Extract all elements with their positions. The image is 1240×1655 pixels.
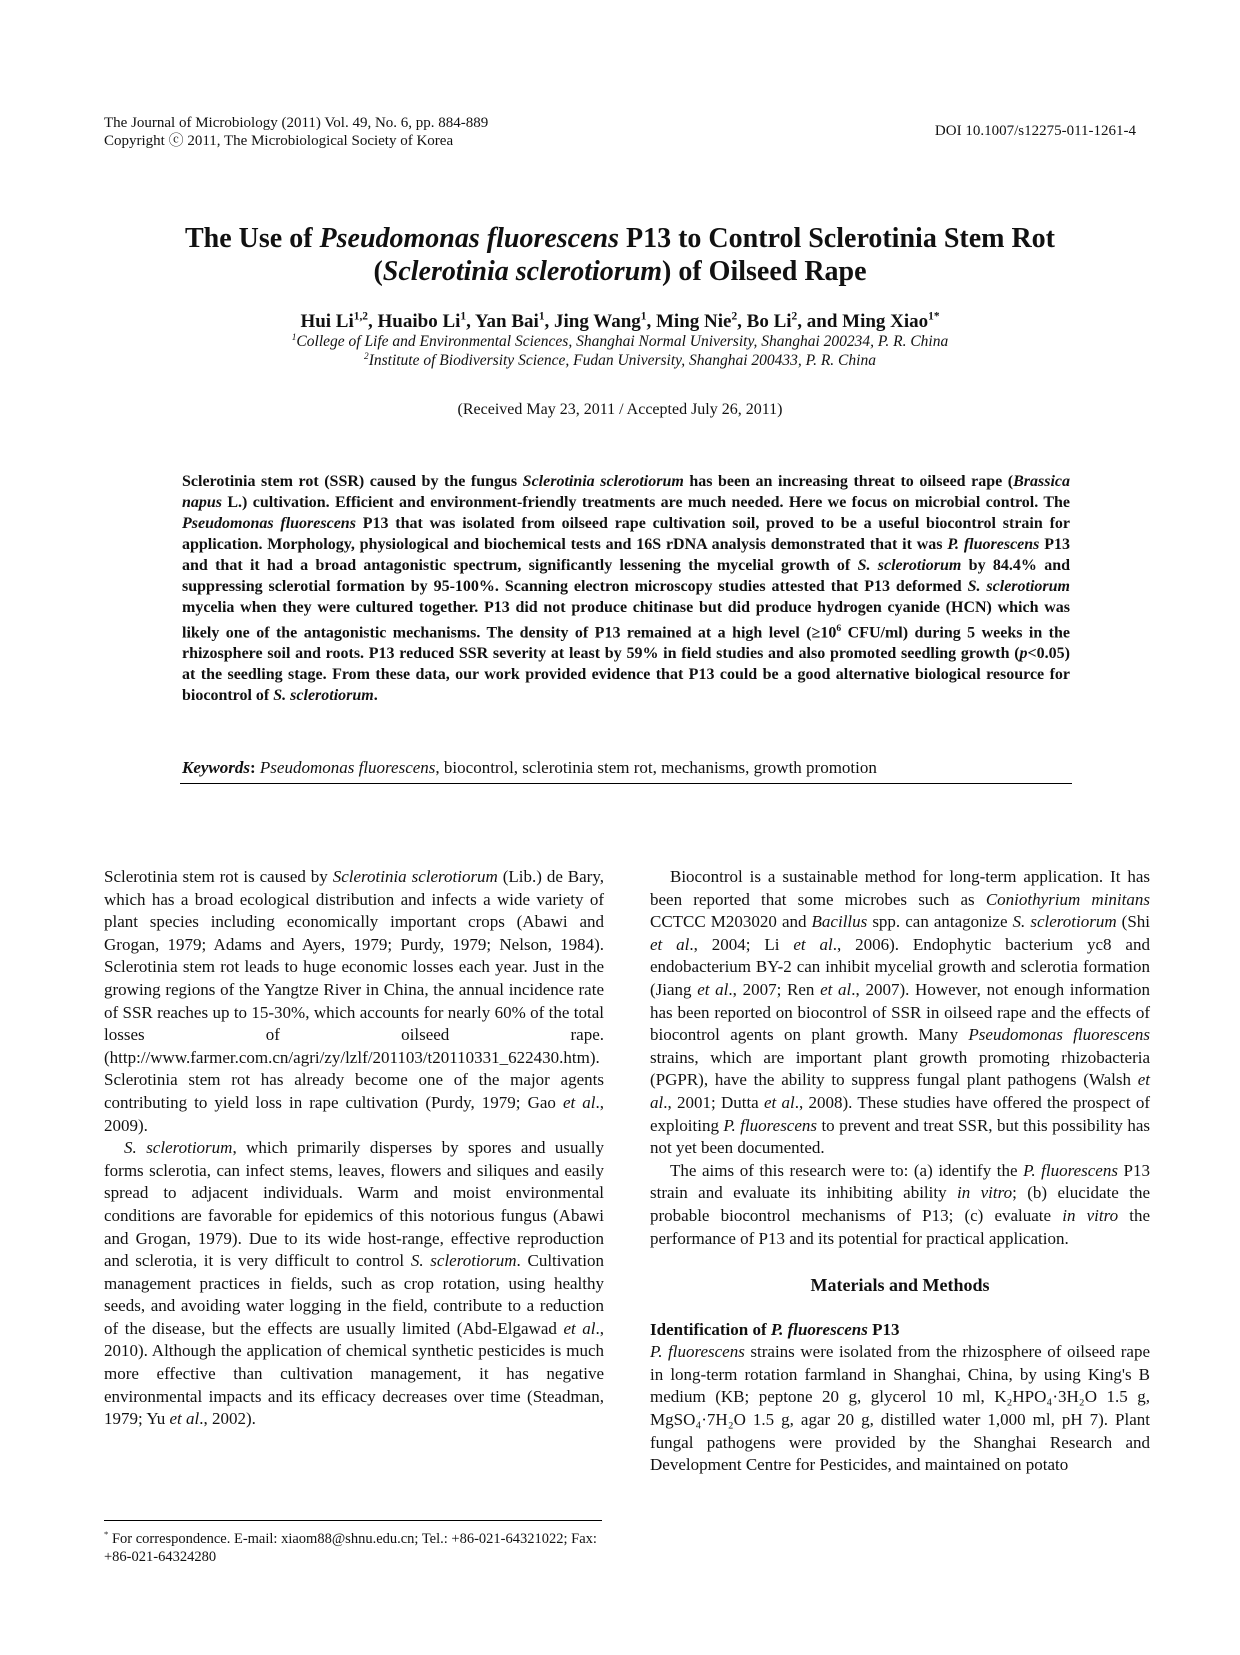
author: Ming Xiao$^{1*}$ — [842, 311, 940, 333]
correspondence-footnote: * For correspondence. E-mail: xiaom88@shnu.edu.cn; Tel.: +86-021-64321022; Fax: +86-021-64324280 — [104, 1529, 597, 1565]
abstract: Sclerotinia stem rot (SSR) caused by the fungus Sclerotinia sclerotiorum has been an increasing threat to oilseed rape (Brassica napus L.) cultivation. Efficient and environment-friendly treatments are much needed. Here we focus on microbial control. The Pseudomonas fluorescens P13 that was isolated from oilseed rape cultivation soil, proved to be a useful biocontrol strain for application. Morphology, physiological and biochemical tests and 16S rDNA analysis demonstrated that it was P. fluorescens P13 and that it had a broad antagonistic spectrum, significantly lessening the mycelial growth of S. sclerotiorum by 84.4% and suppressing sclerotial formation by 95-100%. Scanning electron microscopy studies attested that P13 deformed S. sclerotiorum mycelia when they were cultured together. P13 did not produce chitinase but did produce hydrogen cyanide (HCN) which was likely one of the antagonistic mechanisms. The density of P13 remained at a high level ($\ge 10^6$ CFU/ml) during 5 weeks in the rhizosphere soil and roots. P13 reduced SSR severity at least by 59% in field studies and also promoted seedling growth (p<0.05) at the seedling stage. From these data, our work provided evidence that P13 could be a good alternative biological resource for biocontrol of S. sclerotiorum. — [182, 473, 1071, 705]
author-list — [60, 311, 1180, 333]
right-column — [650, 866, 1150, 1477]
footnote-divider — [104, 1520, 602, 1521]
author: Bo Li$^2$, and — [746, 311, 843, 333]
author: Ming Nie$^2$, — [656, 311, 747, 333]
paragraph: The aims of this research were to: (a) identify the P. fluorescens P13 strain and evaluate its inhibiting ability in vitro; (b) elucidate the probable biocontrol mechanisms of P13; (c) evaluate in vitro the performance of P13 and its potential for practical application. — [650, 1160, 1150, 1248]
author: Huaibo Li$^1$, — [377, 311, 475, 333]
author: Yan Bai$^1$, — [474, 311, 555, 333]
page-title: The Use of Pseudomonas fluorescens P13 to Control Sclerotinia Stem Rot (Sclerotinia sclerotiorum) of Oilseed Rape — [184, 223, 1056, 287]
author: Jing Wang$^1$, — [554, 311, 656, 333]
keywords-divider — [180, 783, 1072, 784]
paragraph: Sclerotinia stem rot is caused by Sclerotinia sclerotiorum (Lib.) de Bary, which has a broad ecological distribution and infects a wide variety of plant species including economically important crops (Abawi and Grogan, 1979; Adams and Ayers, 1979; Purdy, 1979; Nelson, 1984). Sclerotinia stem rot leads to huge economic losses each year. Just in the growing regions of the Yangtze River in China, the annual incidence rate of SSR reaches up to 15-30%, which accounts for nearly 60% of the total losses of oilseed rape. (http://www.farmer.com.cn/agri/zy/lzlf/201103/t20110331_622430.htm). Sclerotinia stem rot has already become one of the major agents contributing to yield loss in rape cultivation (Purdy, 1979; Gao et al., 2009). — [104, 867, 604, 1135]
affiliation-1: $^1$College of Life and Environmental Sciences, Shanghai Normal University, Shanghai 200234, P. R. China — [291, 333, 949, 351]
affiliation-2: $^2$Institute of Biodiversity Science, Fudan University, Shanghai 200433, P. R. China — [364, 352, 876, 370]
keywords: Keywords: Pseudomonas fluorescens, biocontrol, sclerotinia stem rot, mechanisms, growth promotion — [182, 758, 877, 777]
subsection-heading: Identification of P. fluorescens P13 — [650, 1319, 900, 1339]
paragraph: P. fluorescens strains were isolated from the rhizosphere of oilseed rape in long-term rotation farmland in Shanghai, China, by using King's B medium (KB; peptone 20 g, glycerol 10 ml, K₂HPO₄·3H₂O 1.5 g, MgSO₄·7H₂O 1.5 g, agar 20 g, distilled water 1,000 ml, pH 7). Plant fungal pathogens were provided by the Shanghai Research and Development Centre for Pesticides, and maintained on potato — [650, 1342, 1150, 1475]
left-column — [104, 866, 604, 1431]
author: Hui Li$^{1,2}$, — [300, 311, 378, 333]
journal-citation: The Journal of Microbiology (2011) Vol. 49, No. 6, pp. 884-889 — [104, 115, 489, 131]
doi[interactable]: DOI 10.1007/s12275-011-1261-4 — [934, 123, 1136, 139]
copyright-line: Copyright ⓒ 2011, The Microbiological Society of Korea — [104, 133, 454, 149]
section-heading: Materials and Methods — [810, 1275, 990, 1296]
paragraph: S. sclerotiorum, which primarily disperses by spores and usually forms sclerotia, can infect stems, leaves, flowers and siliques and easily spread to adjacent individuals. Warm and moist environmental conditions are favorable for epidemics of this notorious fungus (Abawi and Grogan, 1979). Due to its wide host-range, effective reproduction and sclerotia, it is very difficult to control S. sclerotiorum. Cultivation management practices in fields, such as crop rotation, using healthy seeds, and avoiding water logging in the field, contribute to a reduction of the disease, but the effects are usually limited (Abd-Elgawad et al., 2010). Although the application of chemical synthetic pesticides is much more effective than cultivation management, it has negative environmental impacts and its efficacy decreases over time (Steadman, 1979; Yu et al., 2002). — [104, 1138, 604, 1429]
paragraph: Biocontrol is a sustainable method for long-term application. It has been reported that some microbes such as Coniothyrium minitans CCTCC M203020 and Bacillus spp. can antagonize S. sclerotiorum (Shi et al., 2004; Li et al., 2006). Endophytic bacterium yc8 and endobacterium BY-2 can inhibit mycelial growth and sclerotia formation (Jiang et al., 2007; Ren et al., 2007). However, not enough information has been reported on biocontrol of SSR in oilseed rape and the effects of biocontrol agents on plant growth. Many Pseudomonas fluorescens strains, which are important plant growth promoting rhizobacteria (PGPR), have the ability to suppress fungal plant pathogens (Walsh et al., 2001; Dutta et al., 2008). These studies have offered the prospect of exploiting P. fluorescens to prevent and treat SSR, but this possibility has not yet been documented. — [650, 867, 1151, 1158]
received-dates: (Received May 23, 2011 / Accepted July 26, 2011) — [457, 401, 783, 418]
